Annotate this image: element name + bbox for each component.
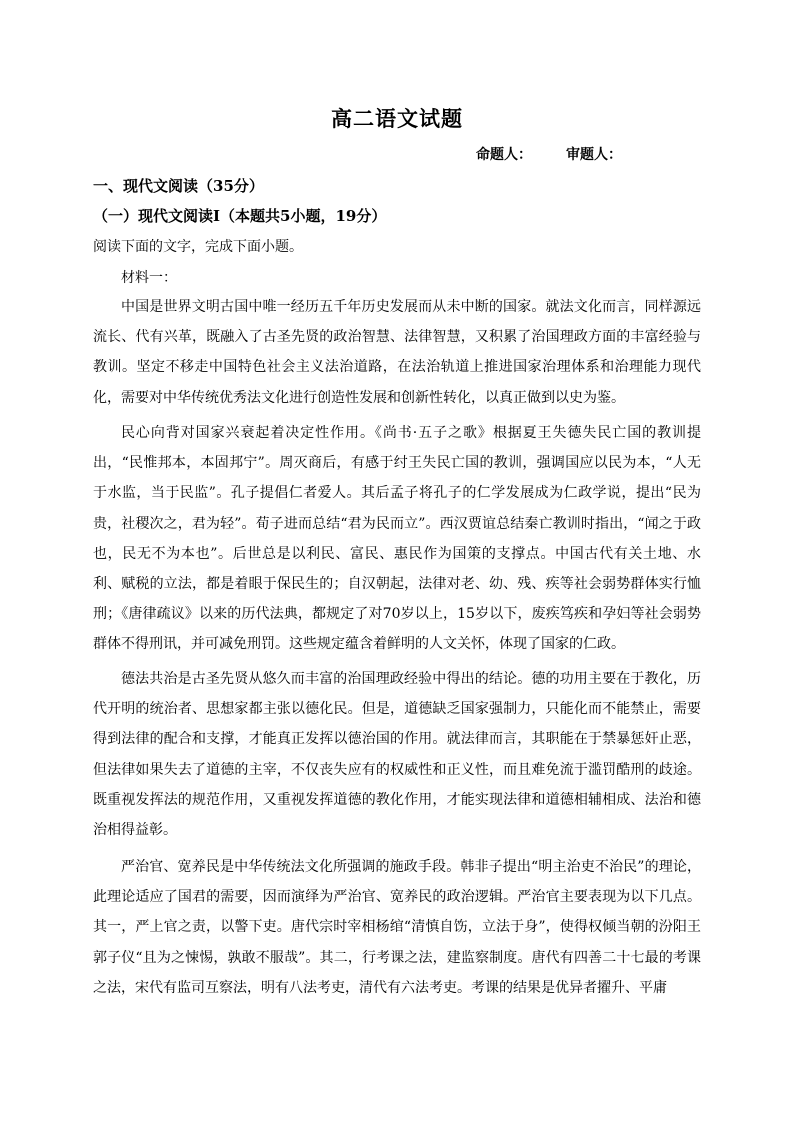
- section-heading: 一、现代文阅读（35分）: [93, 177, 264, 195]
- paragraph: 中国是世界文明古国中唯一经历五千年历史发展而从未中断的国家。就法文化而言，同样源远流长、代有兴革，既融入了古圣先贤的政治智慧、法律智慧，又积累了治国理政方面的丰富经验与教训。坚定不移走中国特色社会主义法治道路，在法治轨道上推进国家治理体系和治理能力现代化，需要对中华传统优秀法文化进行创造性发展和创新性转化，以真正做到以史为鉴。: [93, 299, 701, 406]
- paragraph: 民心向背对国家兴衰起着决定性作用。《尚书·五子之歌》根据夏王失德失民亡国的教训提出，“民惟邦本，本固邦宁”。周灭商后，有感于纣王失民亡国的教训，强调国应以民为本，“人无于水监，当于民监”。孔子提倡仁者爱人。其后孟子将孔子的仁学发展成为仁政学说，提出“民为贵，社稷次之，君为轻”。荀子进而总结“君为民而立”。西汉贾谊总结秦亡教训时指出，“闻之于政也，民无不为本也”。后世总是以利民、富民、惠民作为国策的支撑点。中国古代有关土地、水利、赋税的立法，都是着眼于保民生的；自汉朝起，法律对老、幼、残、疾等社会弱势群体实行恤刑；《唐律疏议》以来的历代法典，都规定了对70岁以上，15岁以下，废疾笃疾和孕妇等社会弱势群体不得刑讯，并可减免刑罚。这些规定蕴含着鲜明的人文关怀，体现了国家的仁政。: [93, 425, 701, 653]
- paragraph: 严治官、宽养民是中华传统法文化所强调的施政手段。韩非子提出“明主治吏不治民”的理论，此理论适应了国君的需要，因而演绎为严治官、宽养民的政治逻辑。严治官主要表现为以下几点。其一，严上官之责，以警下吏。唐代宗时宰相杨绾“清慎自饬，立法于身”，使得权倾当朝的汾阳王郭子仪“且为之悚惕，孰敢不服哉”。其二，行考课之法，建监察制度。唐代有四善二十七最的考课之法，宋代有监司互察法，明有八法考吏，清代有六法考吏。考课的结果是优异者擢升、平庸: [93, 859, 701, 996]
- paragraph: 德法共治是古圣先贤从悠久而丰富的治国理政经验中得出的结论。德的功用主要在于教化，历代开明的统治者、思想家都主张以德化民。但是，道德缺乏国家强制力，只能化而不能禁止，需要得到法律的配合和支撑，才能真正发挥以德治国的作用。就法律而言，其职能在于禁暴惩奸止恶，但法律如果失去了道德的主宰，不仅丧失应有的权威性和正义性，而且难免流于滥罚酷刑的歧途。既重视发挥法的规范作用，又重视发挥道德的教化作用，才能实现法律和道德相辅相成、法治和德治相得益彰。: [93, 671, 701, 839]
- reviewer-label: 审题人：: [566, 147, 622, 163]
- material-label: 材料一：: [121, 270, 177, 286]
- instruction-text: 阅读下面的文字，完成下面小题。: [93, 239, 303, 255]
- subsection-heading: （一）现代文阅读Ⅰ（本题共5小题，19分）: [93, 207, 387, 225]
- setter-label: 命题人：: [476, 147, 532, 163]
- author-line: [476, 144, 656, 164]
- page-title: 高二语文试题: [331, 106, 463, 131]
